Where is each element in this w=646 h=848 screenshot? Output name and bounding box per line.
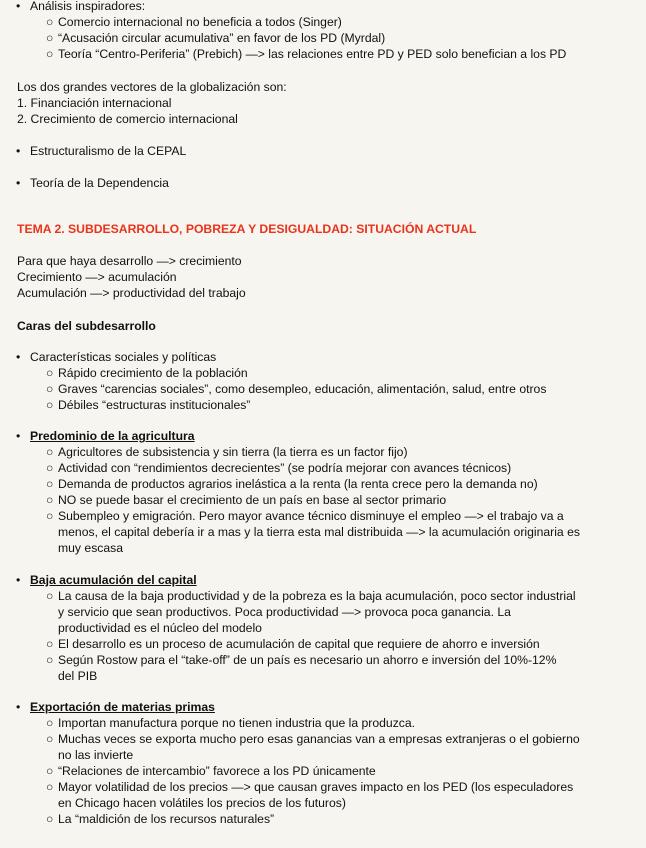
- section-heading: TEMA 2. SUBDESARROLLO, POBREZA Y DESIGUALDAD: SITUACIÓN ACTUAL: [17, 222, 477, 236]
- sub-item: ○ Agricultores de subsistencia y sin tierra (la tierra es un factor fijo): [46, 445, 408, 459]
- circle-bullet-icon: ○: [46, 15, 54, 29]
- circle-bullet-icon: ○: [46, 398, 54, 412]
- bullet-icon: •: [16, 573, 21, 587]
- sub-item: ○ Débiles “estructuras institucionales”: [46, 398, 251, 412]
- sub-item: ○ Importan manufactura porque no tienen industria que la produzca.: [46, 716, 416, 730]
- vectores-intro: Los dos grandes vectores de la globalización son:: [17, 80, 287, 94]
- circle-bullet-icon: ○: [46, 509, 54, 523]
- text-line: Para que haya desarrollo —> crecimiento: [17, 254, 242, 268]
- circle-bullet-icon: ○: [46, 382, 54, 396]
- bullet-icon: •: [16, 144, 21, 158]
- bullet-caracteristicas: • Características sociales y políticas: [16, 350, 217, 364]
- bullet-dependencia: • Teoría de la Dependencia: [16, 176, 169, 190]
- bullet-exportacion: • Exportación de materias primas: [16, 700, 215, 714]
- text-line: Acumulación —> productividad del trabajo: [17, 286, 246, 300]
- sub-item: ○ “Acusación circular acumulativa” en favor de los PD (Myrdal): [46, 31, 386, 45]
- sub-item: ○ Rápido crecimiento de la población: [46, 366, 248, 380]
- sub-item: ○ Graves “carencias sociales”, como desempleo, educación, alimentación, salud, entre otros: [46, 382, 547, 396]
- circle-bullet-icon: ○: [46, 716, 54, 730]
- circle-bullet-icon: ○: [46, 653, 54, 667]
- circle-bullet-icon: ○: [46, 732, 54, 746]
- circle-bullet-icon: ○: [46, 461, 54, 475]
- circle-bullet-icon: ○: [46, 637, 54, 651]
- bullet-icon: •: [16, 429, 21, 443]
- sub-item: ○ Comercio internacional no beneficia a todos (Singer): [46, 15, 342, 29]
- continuation-line: en Chicago hacen volátiles los precios de los futuros): [58, 796, 346, 810]
- circle-bullet-icon: ○: [46, 493, 54, 507]
- bullet-agricultura: • Predominio de la agricultura: [16, 429, 195, 443]
- circle-bullet-icon: ○: [46, 780, 54, 794]
- circle-bullet-icon: ○: [46, 31, 54, 45]
- continuation-line: y servicio que sean productivos. Poca productividad —> provoca poca ganancia. La: [58, 605, 511, 619]
- continuation-line: no las invierte: [58, 748, 134, 762]
- continuation-line: muy escasa: [58, 541, 124, 555]
- sub-item: ○ Mayor volatilidad de los precios —> que causan graves impacto en los PED (los especuladores: [46, 780, 574, 794]
- numbered-item: 1. Financiación internacional: [17, 96, 172, 110]
- continuation-line: productividad es el núcleo del modelo: [58, 621, 262, 635]
- circle-bullet-icon: ○: [46, 445, 54, 459]
- bullet-estructuralismo: • Estructuralismo de la CEPAL: [16, 144, 187, 158]
- sub-item: ○ Subempleo y emigración. Pero mayor avance técnico disminuye el empleo —> el trabajo va a: [46, 509, 564, 523]
- circle-bullet-icon: ○: [46, 477, 54, 491]
- circle-bullet-icon: ○: [46, 47, 54, 61]
- sub-item: ○ La “maldición de los recursos naturales”: [46, 812, 275, 826]
- bullet-icon: •: [16, 0, 21, 13]
- numbered-item: 2. Crecimiento de comercio internacional: [17, 112, 238, 126]
- bullet-icon: •: [16, 350, 21, 364]
- sub-item: ○ NO se puede basar el crecimiento de un país en base al sector primario: [46, 493, 447, 507]
- circle-bullet-icon: ○: [46, 764, 54, 778]
- circle-bullet-icon: ○: [46, 366, 54, 380]
- sub-item: ○ Demanda de productos agrarios inelástica a la renta (la renta crece pero la demanda no): [46, 477, 538, 491]
- sub-item: ○ Según Rostow para el “take-off” de un país es necesario un ahorro e inversión del 10%-12%: [46, 653, 557, 667]
- bullet-icon: •: [16, 176, 21, 190]
- sub-item: ○ El desarrollo es un proceso de acumulación de capital que requiere de ahorro e inversión: [46, 637, 540, 651]
- subsection-title: Caras del subdesarrollo: [17, 319, 156, 333]
- bullet-icon: •: [16, 700, 21, 714]
- circle-bullet-icon: ○: [46, 589, 54, 603]
- bullet-analisis: [16, 0, 145, 14]
- circle-bullet-icon: ○: [46, 812, 54, 826]
- bullet-acumulacion: • Baja acumulación del capital: [16, 573, 197, 587]
- sub-item: ○ Actividad con “rendimientos decrecientes” (se podría mejorar con avances técnicos): [46, 461, 512, 475]
- sub-item: ○ Muchas veces se exporta mucho pero esas ganancias van a empresas extranjeras o el gobierno: [46, 732, 580, 746]
- sub-item: ○ Teoría “Centro-Periferia” (Prebich) —> las relaciones entre PD y PED solo benefician a los PD: [46, 47, 567, 61]
- bullet-text: Análisis inspiradores:: [30, 0, 146, 13]
- sub-item: ○ La causa de la baja productividad y de la pobreza es la baja acumulación, poco sector industrial: [46, 589, 576, 603]
- text-line: Crecimiento —> acumulación: [17, 270, 177, 284]
- continuation-line: menos, el capital debería ir a mas y la tierra esta mal distribuida —> la acumulación originaria es: [58, 525, 580, 539]
- continuation-line: del PIB: [58, 669, 98, 683]
- sub-item: ○ “Relaciones de intercambio” favorece a los PD únicamente: [46, 764, 376, 778]
